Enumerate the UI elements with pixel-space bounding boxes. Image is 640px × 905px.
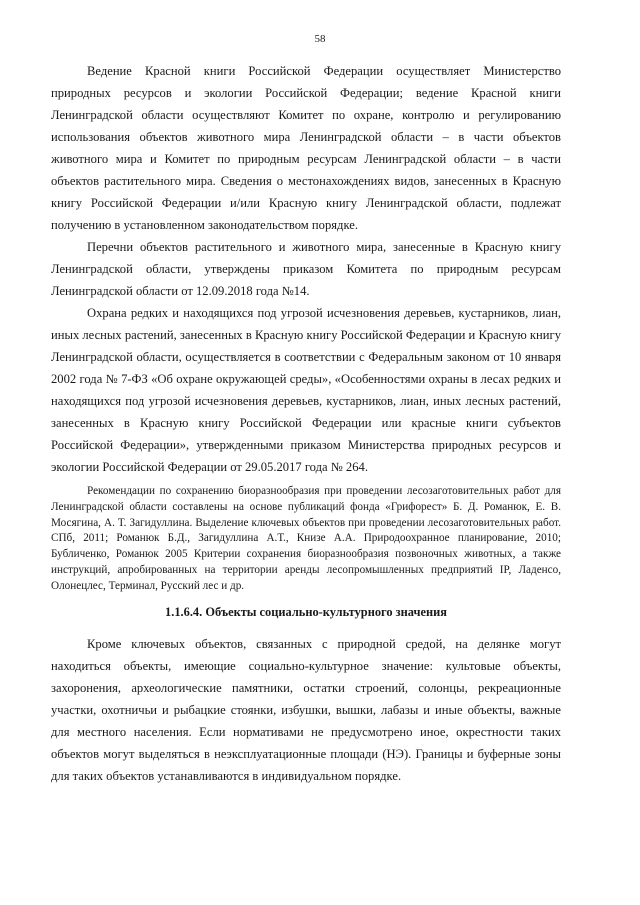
page-number: 58	[314, 33, 326, 45]
section-heading: 1.1.6.4. Объекты социально-культурного значения	[165, 604, 447, 619]
paragraph-social-cultural-objects: Кроме ключевых объектов, связанных с природной средой, на делянке могут находиться объекты, имеющие социально-культурное значение: культовые объекты, захоронения, археологические памятники, остатки строений, солонцы, рекреационные участки, охотничьи и рыбацкие стоянки, избушки, вышки, лабазы и иные объекты, важные для местного населения. Если нормативами не предусмотрено иное, окрестности таких объектов могут выделяться в неэксплуатационные площади (НЭ). Границы и буферные зоны для таких объектов устанавливаются в индивидуальном порядке.	[51, 636, 561, 783]
paragraph-protection-law: Охрана редких и находящихся под угрозой исчезновения деревьев, кустарников, лиан, иных лесных растений, занесенных в Красную книгу Российской Федерации и Красную книгу Ленинградской области, осуществляется в соответствии с Федеральным законом от 10 января 2002 года № 7-ФЗ «Об охране окружающей среды», «Особенностями охраны в лесах редких и находящихся под угрозой исчезновения деревьев, кустарников, лиан, иных лесных растений, занесенных в Красную книгу Российской Федерации или красные книги субъектов Российской Федерации», утвержденными приказом Министерства природных ресурсов и экологии Российской Федерации от 29.05.2017 года № 264.	[51, 306, 561, 474]
paragraph-species-lists: Перечни объектов растительного и животного мира, занесенные в Красную книгу Ленинградской области, утверждены приказом Комитета по природным ресурсам Ленинградской области от 12.09.2018 года №14.	[51, 240, 561, 298]
paragraph-recommendations: Рекомендации по сохранению биоразнообразия при проведении лесозаготовительных работ для Ленинградской области составлены на основе публикаций фонда «Грифорест» Б. Д. Романюк, Е. В. Мосягина, А. Т. Загидуллина. Выделение ключевых объектов при проведении лесозаготовительных работ. СПб, 2011; Романюк Б.Д., Загидуллина А.Т., Книзе А.А. Природоохранное планирование, 2010; Бубличенко, Романюк 2005 Критерии сохранения биоразнообразия позвоночных животных, а также инструкций, апробированных на территории аренды лесопромышленных предприятий IP, Ладенсо, Олонецлес, Терминал, Русский лес и др.	[51, 485, 561, 592]
page-body	[51, 60, 561, 787]
paragraph-red-book-management: Ведение Красной книги Российской Федерации осуществляет Министерство природных ресурсов и экологии Российской Федерации; ведение Красной книги Ленинградской области осуществляют Комитет по охране, контролю и регулированию использования объектов животного мира Ленинградской области – в части объектов животного мира и Комитет по природным ресурсам Ленинградской области – в части объектов растительного мира. Сведения о местонахождениях видов, занесенных в Красную книгу Российской Федерации и/или Красную книгу Ленинградской области, подлежат получению в установленном законодательством порядке.	[51, 64, 561, 232]
